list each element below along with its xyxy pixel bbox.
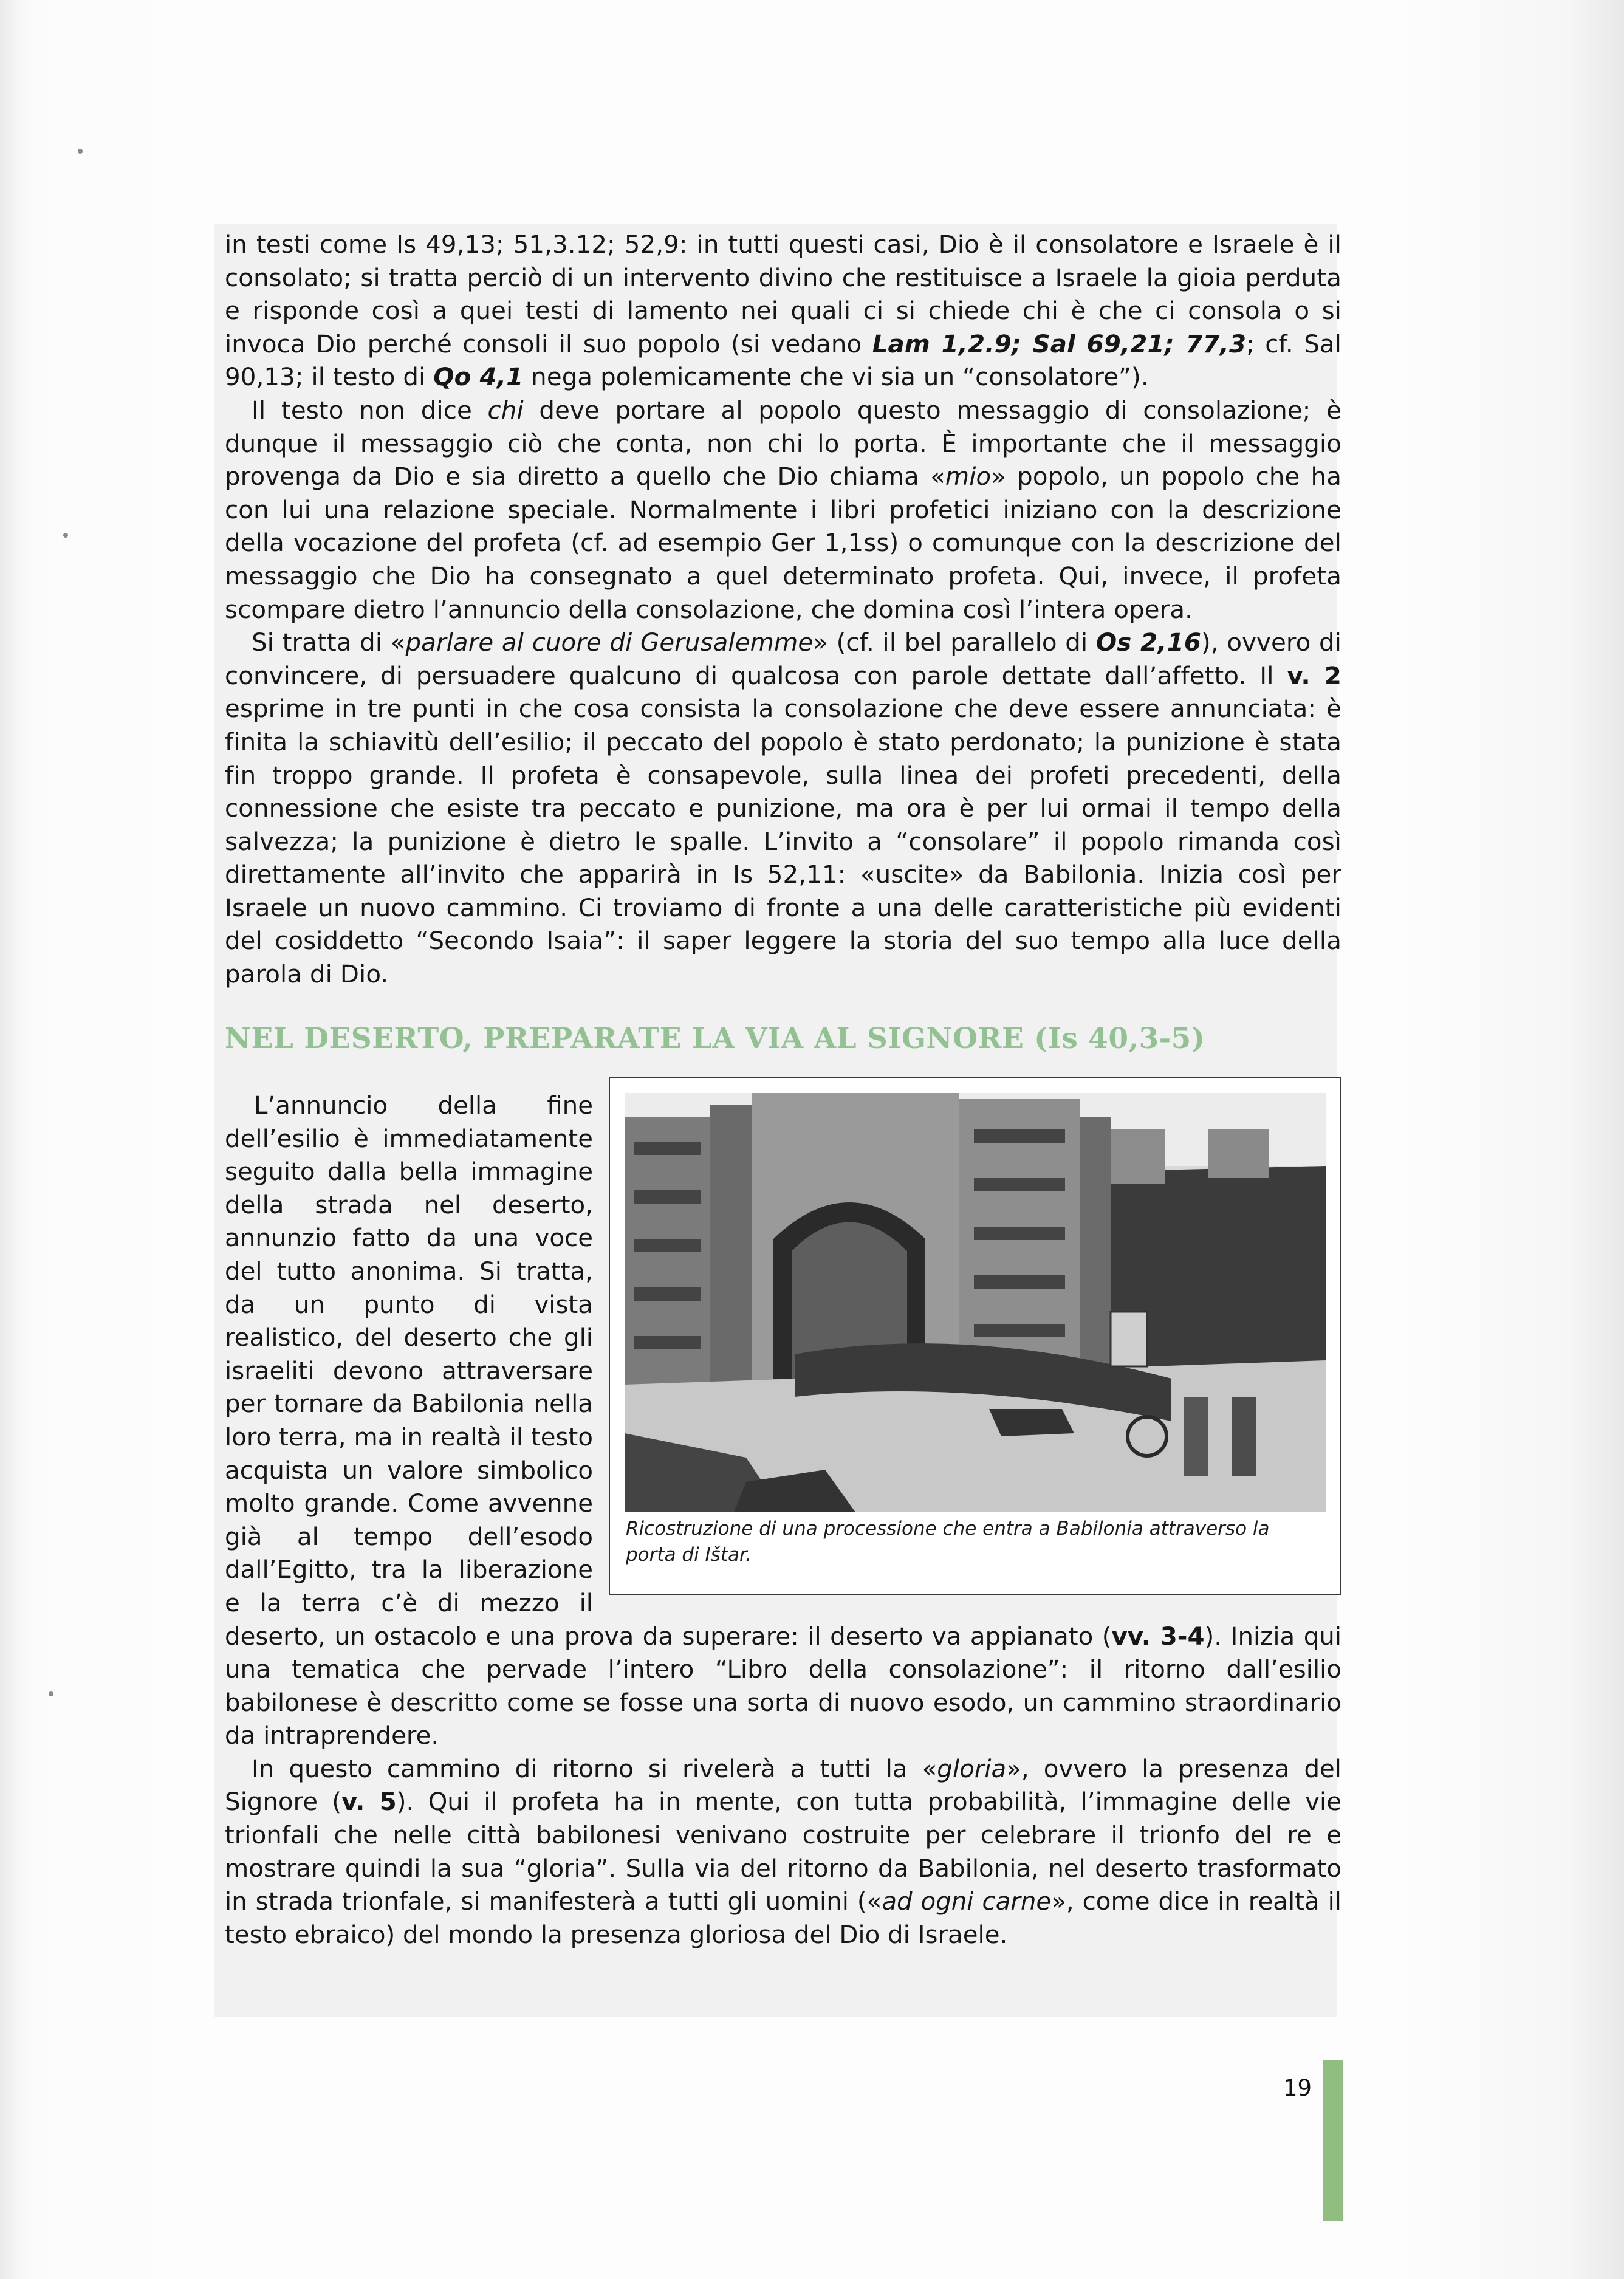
page-number: 19 (1283, 2075, 1312, 2101)
ref-lam-sal: Lam 1,2.9; Sal 69,21; 77,3 (872, 329, 1247, 358)
ref-os: Os 2,16 (1095, 628, 1201, 657)
paragraph-1: in testi come Is 49,13; 51,3.12; 52,9: in tutti questi casi, Dio è il consolatore e Israele è il consolato; si tratta perciò di un intervento divino che restituisce a Israele la gioia perduta e risponde così a quei testi di lamento nei quali ci si chiede chi è che ci consola o si invoca Dio perché consoli il suo popolo (si vedano Lam 1,2.9; Sal 69,21; 77,3; cf. Sal 90,13; il testo di Qo 4,1 nega polemicamente che vi sia un “consolatore”). (225, 230, 1341, 392)
section-text (225, 1089, 1341, 1952)
scan-speck (49, 1691, 53, 1696)
section-paragraph-2: In questo cammino di ritorno si rivelerà a tutti la «gloria», ovvero la presenza del Signore (v. 5). Qui il profeta ha in mente, con tutta probabilità, l’immagine delle vie trionfali che nelle città babilonesi venivano costruite per celebrare il trionfo del re e mostrare quindi la sua “gloria”. Sulla via del ritorno da Babilonia, nel deserto trasformato in strada trionfale, si manifesterà a tutti gli uomini («ad ogni carne», come dice in realtà il testo ebraico) del mondo la presenza gloriosa del Dio di Israele. (225, 1754, 1342, 1949)
section-paragraph-1: L’annuncio della fine dell’esilio è immediatamente seguito dalla bella immagine della strada nel deserto, annunzio fatto da una voce del tutto anonima. Si tratta, da un punto di vista realistico, del deserto che gli israeliti devono attraversare per tornare da Babilonia nella loro terra, ma in realtà il testo acquista un valore simbolico molto grande. Come avvenne già al tempo dell’esodo dall’Egitto, tra la liberazione e la terra c’è di mezzo il deserto, un ostacolo e una prova da superare: il deserto va appianato (vv. 3-4). Inizia qui una tematica che pervade l’intero “Libro della consolazione”: il ritorno dall’esilio babilonese è descritto come se fosse una sorta di nuovo esodo, un cammino straordinario da intraprendere. (225, 1091, 1342, 1750)
paragraph-3: Si tratta di «parlare al cuore di Gerusalemme» (cf. il bel parallelo di Os 2,16), ovvero di convincere, di persuadere qualcuno di qualcosa con parole dettate dall’affetto. Il v. 2 esprime in tre punti in che cosa consista la consolazione che deve essere annunciata: è finita la schiavitù dell’esilio; il peccato del popolo è stato perdonato; la punizione è stata fin troppo grande. Il profeta è consapevole, sulla linea dei profeti precedenti, della connessione che esiste tra peccato e punizione, ma ora è per lui ormai il tempo della salvezza; la punizione è dietro le spalle. L’invito a “consolare” il popolo rimanda così direttamente all’invito che apparirà in Is 52,11: «uscite» da Babilonia. Inizia così per Israele un nuovo cammino. Ci troviamo di fronte a una delle caratteristiche più evidenti del cosiddetto “Secondo Isaia”: il saper leggere la storia del suo tempo alla luce della parola di Dio. (225, 628, 1342, 989)
page-accent-bar (1323, 2060, 1343, 2221)
scan-speck (78, 149, 83, 154)
ref-v2: v. 2 (1287, 661, 1341, 690)
ref-qo: Qo 4,1 (433, 363, 524, 392)
intro-text (225, 228, 1341, 992)
ref-vv3-4: vv. 3-4 (1111, 1622, 1205, 1651)
figure-caption: Ricostruzione di una processione che entra a Babilonia attraverso la porta di Ištar. (626, 1518, 1270, 1566)
ref-v5: v. 5 (341, 1787, 397, 1817)
scan-speck (63, 533, 68, 538)
section-heading: NEL DESERTO, PREPARATE LA VIA AL SIGNORE (Is 40,3-5) (225, 1022, 1205, 1055)
figure-box (609, 1077, 1341, 1595)
paragraph-2: Il testo non dice chi deve portare al popolo questo messaggio di consolazione; è dunque il messaggio ciò che conta, non chi lo porta. È importante che il messaggio provenga da Dio e sia diretto a quello che Dio chiama «mio» popolo, un popolo che ha con lui una relazione speciale. Normalmente i libri profetici iniziano con la descrizione della vocazione del profeta (cf. ad esempio Ger 1,1ss) o comunque con la descrizione del messaggio che Dio ha consegnato a quel determinato profeta. Qui, invece, il profeta scompare dietro l’annuncio della consolazione, che domina così l’intera opera. (225, 396, 1341, 624)
ishtar-gate-illustration (625, 1093, 1326, 1512)
